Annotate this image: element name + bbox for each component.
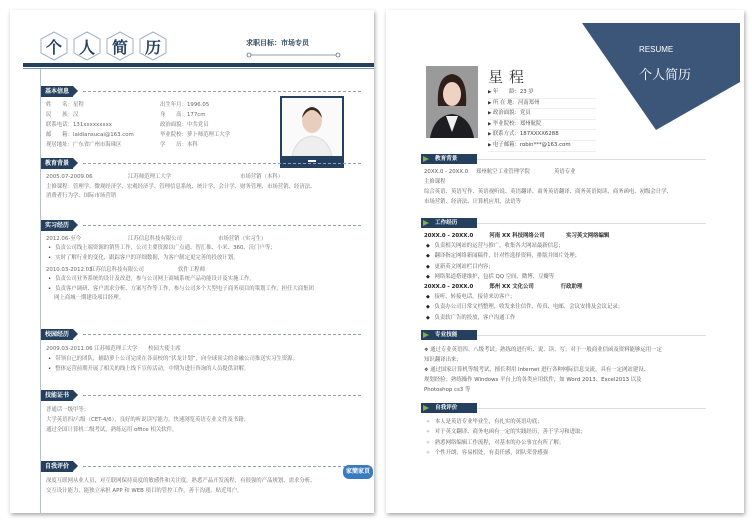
resume-page-right [386, 10, 744, 513]
info-email: 邮 箱：laidiansucai@163.com [46, 132, 134, 138]
section-internship [41, 220, 361, 231]
skills-list-2 [424, 365, 649, 375]
section-divider [477, 408, 706, 409]
edu-courses-label: 主修课程 [424, 179, 446, 185]
self-eval-text: 深度互联网从业人员，对互联网保持高度的敏感性和关注度，熟悉产品开发流程，有很强的产品规划、需求分析、 [46, 478, 316, 484]
section-title: 工作经历 [421, 218, 477, 228]
section-title: 教育背景 [41, 158, 73, 169]
self-eval-item: ✧ 熟悉网络编辑工作流程，对基本的办公事宜有所了解； [426, 438, 586, 448]
basic-info-col2 [160, 100, 230, 150]
info-politics: ▶ 政治面貌：党员 [488, 109, 596, 120]
info-school: 毕业院校：萝卜师范理工大学 [160, 132, 231, 138]
edu-courses-cont: 消费者行为学、国际市场营销 [46, 193, 117, 199]
job1-bullets [426, 241, 580, 282]
bullet-item: • 实时了解行业的变化，跟踪客户的详细数据，为客户制定更完善的投放计划。 [48, 254, 276, 264]
banner-title-en: RESUME [639, 45, 674, 54]
bullet-item: • 带领自己的团队，辅助萝卜公司完成在各高校的“伏龙计划”，向全球顶尖的金融公司推送实习生资源。 [48, 355, 298, 365]
header-divider-thin [23, 68, 374, 69]
info-height: 身 高：177cm [160, 112, 206, 118]
skill-item-cont: Photoshop cs3 等 [424, 387, 471, 393]
dashed-divider [83, 225, 361, 226]
edu-major: 市场营销（本科） [240, 174, 284, 180]
info-school: ▶ 毕业院校：郑州航院 [488, 120, 596, 131]
section-title: 基本信息 [41, 86, 73, 97]
info-email: ▶ 电子邮箱：robin***@163.com [488, 141, 596, 152]
info-ethnicity: 民 族：汉 [46, 112, 79, 118]
timeline-line [40, 69, 41, 513]
dashed-divider [83, 395, 361, 396]
job2-company: 江苏信息科技有限公司 [90, 267, 144, 273]
info-politics: 政治面貌：中共党员 [160, 122, 209, 128]
bullet-item: • 负责客户调研、客户需求分析、方案写作等工作，参与公司多个大型电子商务项目的策划工作，担任大商集团 [48, 285, 314, 295]
job2-bullets [426, 292, 623, 323]
banner-title-cn: 个人简历 [639, 68, 692, 83]
section-title: 专业技能 [421, 330, 477, 340]
campus-bullets [48, 355, 298, 374]
bullet-item: ◆ 负责相关网站的运营与推广，收集各大网站最新信息； [426, 241, 580, 251]
objective-underline [246, 50, 341, 60]
self-eval-item: ✧ 本人是英语专业毕业生，有扎实的英语功底； [426, 417, 586, 427]
candidate-name: 星程 [488, 68, 531, 86]
info-address: 现居地址：广东省广州市海珠区 [46, 142, 122, 148]
bullet-item: ◆ 更新英文网站栏目内容； [426, 262, 580, 272]
edu-school: 郑州航空工业管理学院 [476, 169, 530, 175]
bullet-item: ◆ 网络渠道搭建维护，包括 QQ 空间、微博、豆瓣等 [426, 272, 580, 282]
edu-major: 英语专业 [554, 169, 576, 175]
skill-item: 大学英语四/六级（CET-4/6），良好的听说读写能力，快速浏览英语专业文件及书籍； [46, 417, 249, 423]
section-self-eval [41, 461, 361, 472]
job1-period: 2012.06-至今 [46, 236, 82, 242]
self-eval-item: ✧ 对于英文翻译、商务电函有一定的实践经历，善于学习和进取； [426, 427, 586, 437]
resume-page-left [10, 10, 374, 513]
section-education [41, 158, 361, 169]
bullet-item: • 整体运营前期开展了相关的线上线下宣传活动，中期为进行咨询的人员提供讲解。 [48, 365, 298, 375]
info-phone: 联系电话：131xxxxxxxxx [46, 122, 112, 128]
skill-item: 通过全国计算机二级考试，熟练运用 office 相关软件。 [46, 427, 178, 433]
job2-role: 软件工程师 [178, 267, 205, 273]
info-phone: ▶ 联系方式：187XXXX6288 [488, 130, 596, 141]
section-skills [421, 330, 706, 340]
skill-item: ❖ 通过专业英语四、八级考试；熟练的进行听、说、读、写；对于一般商业信函及资料能够运用一定 [424, 345, 662, 355]
info-birth: 出生年月：1996.05 [160, 102, 210, 108]
edu-courses: 主修课程：管理学、微观经济学、宏观经济学、管理信息系统、统计学、会计学、财务管理、市场营销、经济法、 [46, 184, 316, 190]
edu-period: 20XX.0 - 20XX.0 [424, 169, 469, 175]
portrait-image [426, 66, 478, 138]
section-divider [477, 335, 706, 336]
title-hexagons [40, 31, 167, 61]
skill-item: ❖ 通过国家计算机等级考试，擅长利用 Internet 进行各种网际信息交流，具有一定网站建设、 [424, 365, 649, 375]
section-skills [41, 390, 361, 401]
self-eval-item: ✧ 个性开朗，容易相处，有责任感，团队荣誉感强 [426, 448, 586, 458]
info-location: ▶ 所 在 地：河南郑州 [488, 99, 596, 110]
title-hex: 简 [106, 31, 134, 61]
section-self-eval [421, 403, 706, 413]
job2-period: 2010.03-2012.03 [46, 267, 93, 273]
job1-bullets [48, 244, 276, 263]
dashed-divider [83, 334, 361, 335]
section-title: 教育背景 [421, 154, 477, 164]
bullet-item: ◆ 翻译指定网络新闻稿件，针对性选择资料，排版并图片处理； [426, 251, 580, 261]
dashed-divider [83, 163, 361, 164]
section-work [421, 218, 706, 228]
info-degree: 学 历：本科 [160, 142, 198, 148]
section-education [421, 154, 706, 164]
self-eval-text-cont: 交互设计能力，能独立承担 APP 和 WEB 项目的管控工作，善于沟通，贴近用户。 [46, 488, 243, 494]
section-title: 自我评价 [421, 403, 477, 413]
dashed-divider [83, 466, 361, 467]
section-title: 自我评价 [41, 461, 73, 472]
title-hex: 个 [40, 31, 68, 61]
skill-item: 普通话一级甲等； [46, 407, 90, 413]
job1-header: 20XX.0 - 20XX.0 河南 XX 科技网络公司 实习英文网络编辑 [424, 233, 610, 239]
job-objective: 求职目标：市场专员 [246, 39, 309, 47]
edu-courses-cont: 市场营销、经济法、计算机应用、法语等 [424, 199, 522, 205]
info-age: ▶ 年 龄：23 岁 [488, 88, 596, 99]
basic-info-col1 [46, 100, 134, 150]
dashed-divider [83, 91, 361, 92]
edu-school: 江苏师范理工大学 [128, 174, 172, 180]
section-title: 校园经历 [41, 329, 73, 340]
portrait-image [282, 98, 342, 156]
bullet-item: • 负责公司线上端资源的销售工作，公司主要资源以广点通、智汇推、小米、360、沃门户等； [48, 244, 276, 254]
skill-item-cont: 知识翻译出来； [424, 357, 462, 363]
personal-info-list [488, 88, 596, 152]
section-campus [41, 329, 361, 340]
bullet-item-cont: 网上商城一期建设项目经理。 [54, 295, 125, 301]
section-divider [477, 159, 706, 160]
job1-role: 市场营销（实习生） [218, 236, 267, 242]
job1-company: 江苏信息科技有限公司 [128, 236, 182, 242]
bullet-item: ◆ 接听、转接电话，接待来访客户； [426, 292, 623, 302]
job2-header: 20XX.0 - 20XX.0 郑州 XX 文化公司 行政助理 [424, 284, 583, 290]
section-divider [477, 223, 706, 224]
title-hex: 历 [139, 31, 167, 61]
watermark-stamp: 家簡家頁 [343, 465, 373, 479]
section-title: 技能证书 [41, 390, 73, 401]
edu-courses: 综合英语、英语写作、英语视听说、英语翻译、商务英语翻译、商务英语阅读、商务函电、初级会计学、 [424, 189, 672, 195]
bullet-item: ◆ 负责软广告的投放，客户沟通工作 [426, 313, 623, 323]
info-name: 姓 名：星程 [46, 102, 84, 108]
bullet-item: ◆ 负责办公司日常文档整理，收发来往信件、传真、电邮，会议安排及会议记录； [426, 302, 623, 312]
campus-header: 2009.03-2011.06 江苏师范理工大学 校园大使主席 [46, 346, 181, 352]
edu-period: 2005.07-2009.06 [46, 174, 93, 180]
self-eval-list [426, 417, 586, 458]
header-divider [23, 63, 374, 67]
job2-bullets [48, 275, 314, 294]
title-hex: 人 [73, 31, 101, 61]
profile-photo [426, 66, 478, 138]
section-title: 实习经历 [41, 220, 73, 231]
skill-item-cont: 规划经验；熟练操作 Windows 平台上的各类应用软件，如 Word 2013、Excel2013 以及 [424, 377, 642, 383]
bullet-item: • 负责公司业务系统的设计及改进，参与公司网上商城系统产品功能设计及实施工作。 [48, 275, 314, 285]
skills-list [424, 345, 662, 355]
